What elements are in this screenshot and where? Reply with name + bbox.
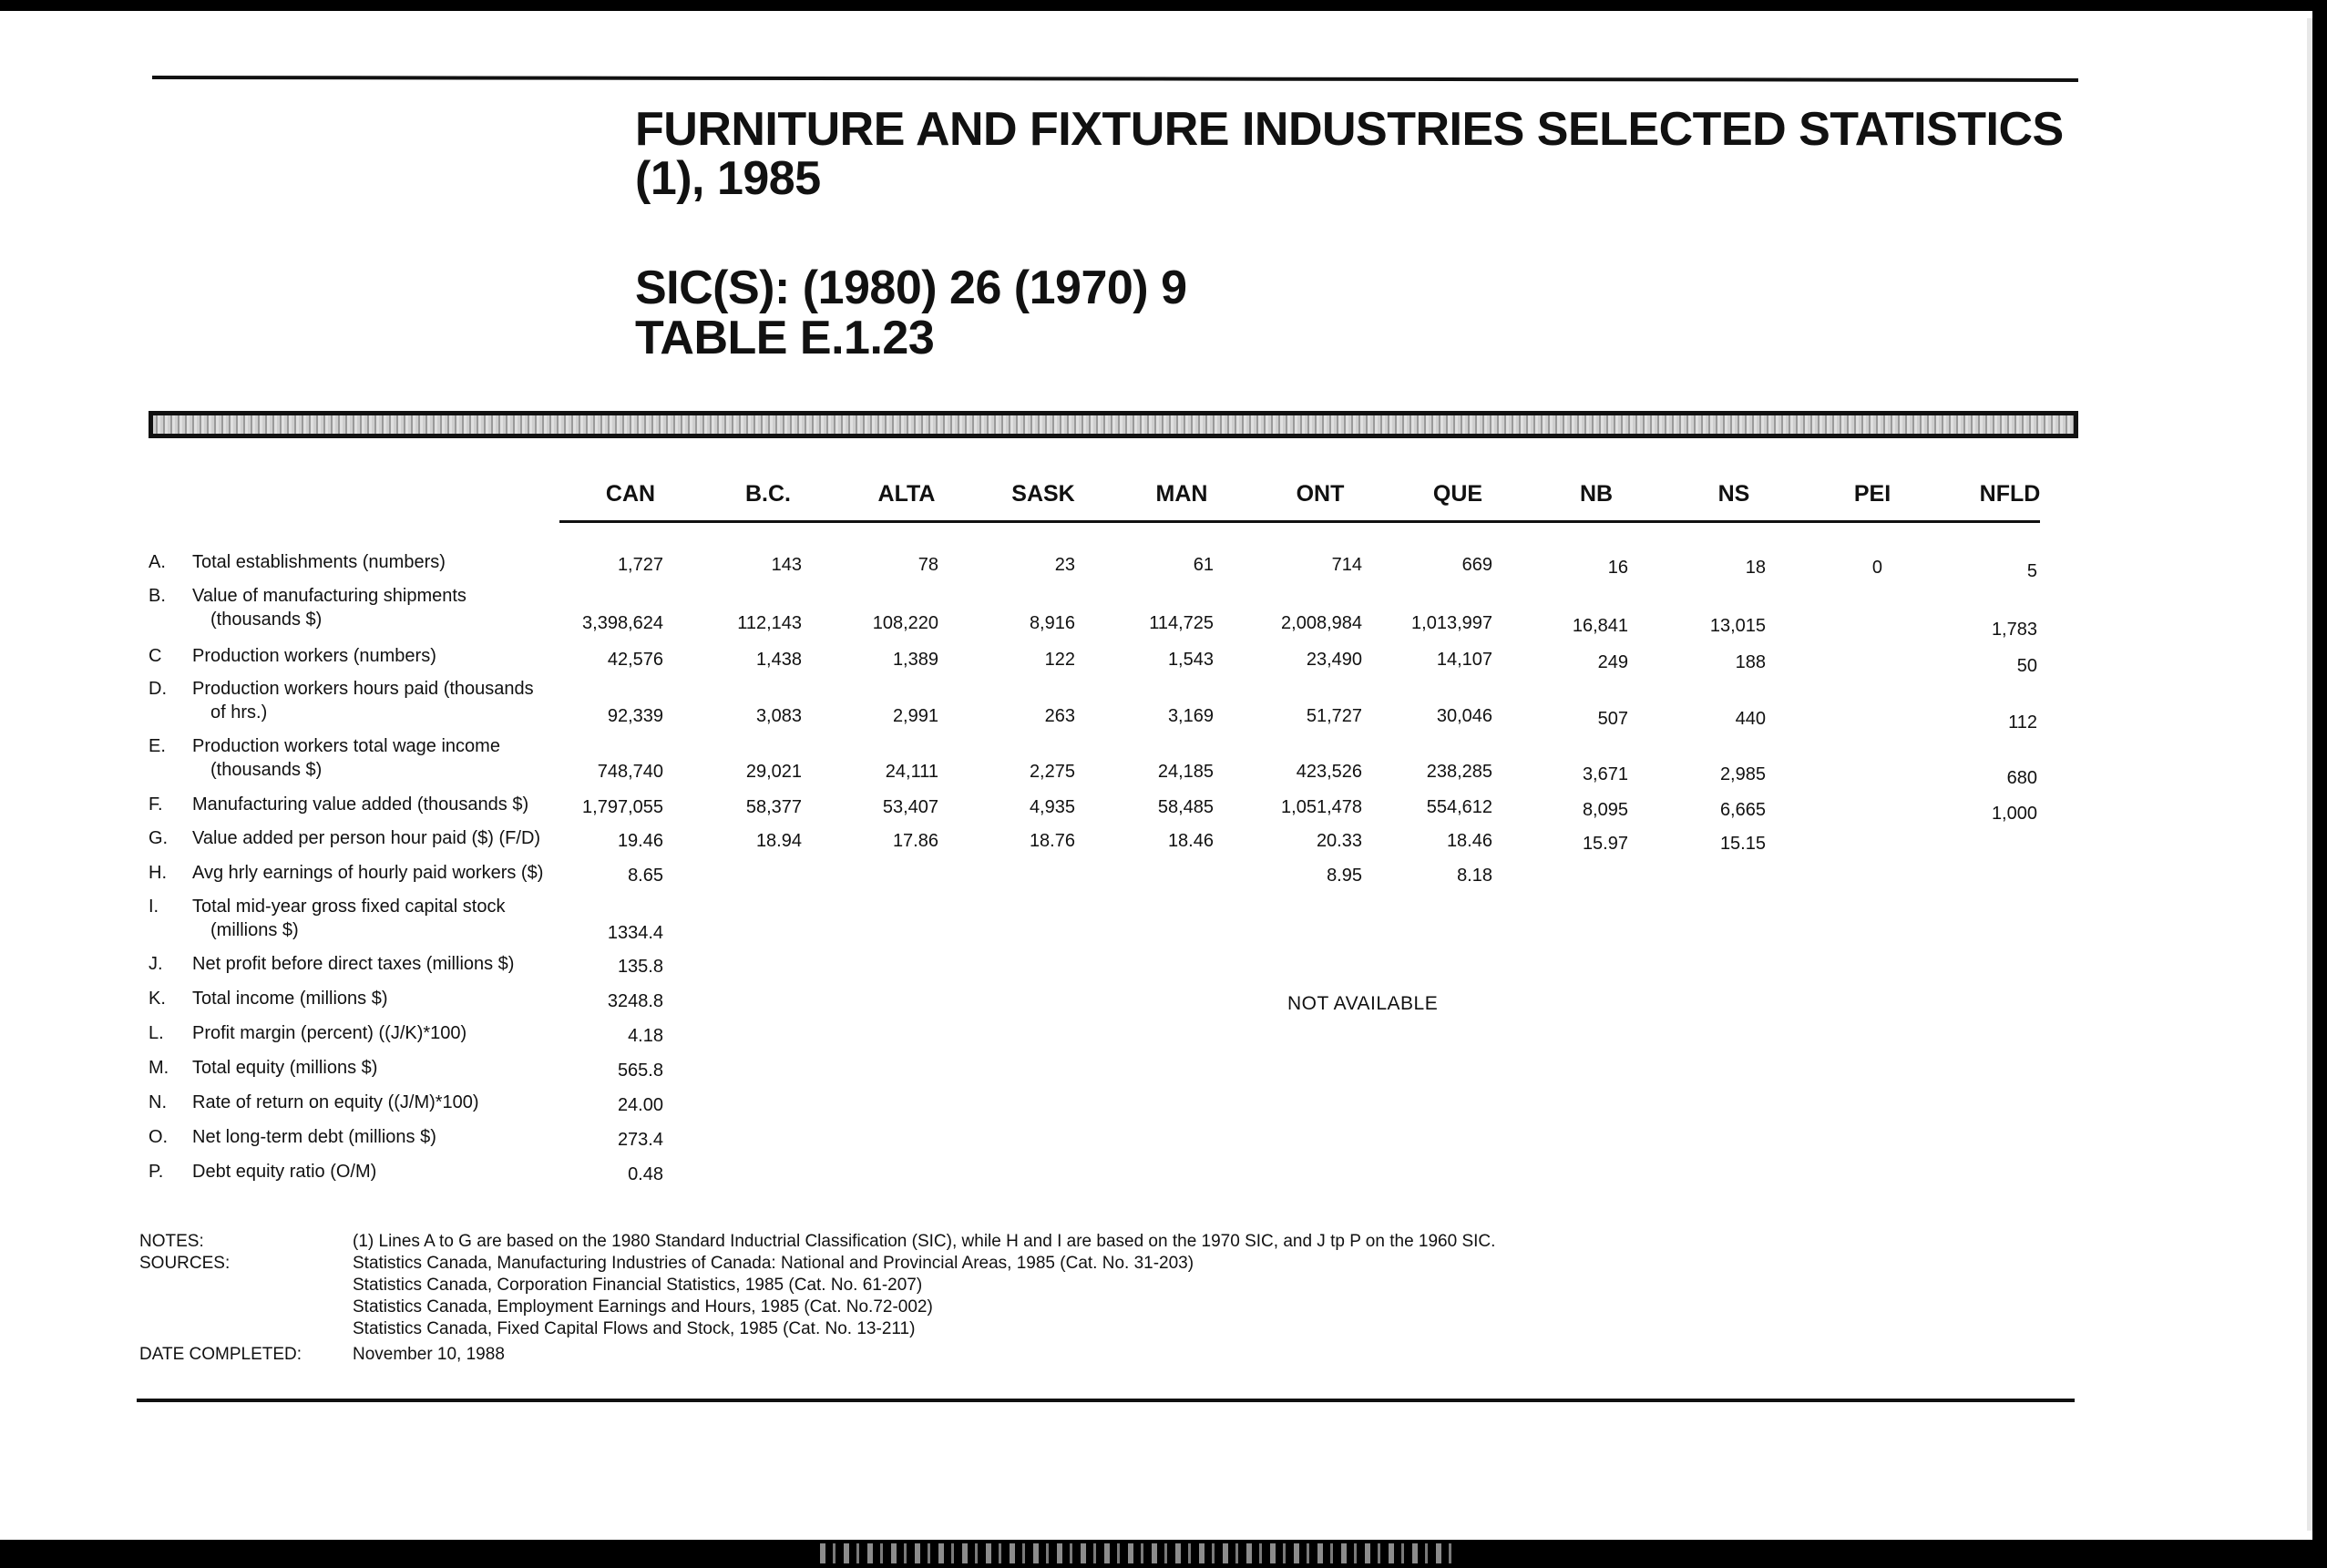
table-cell: 23,490 <box>1306 650 1362 670</box>
row-label-text: Profit margin (percent) ((J/K)*100) <box>192 1023 467 1043</box>
row-label <box>192 1125 436 1149</box>
table-cell: 50 <box>2016 656 2037 676</box>
row-label-subtext: (thousands $) <box>210 760 323 780</box>
table-cell: 24.00 <box>617 1095 663 1115</box>
source-line: Statistics Canada, Employment Earnings and Hours, 1985 (Cat. No.72-002) <box>353 1297 933 1317</box>
table-cell: 2,991 <box>892 706 938 726</box>
row-label-text: Value added per person hour paid ($) (F/D) <box>192 828 541 848</box>
row-label <box>192 987 388 1010</box>
table-cell: 4.18 <box>628 1026 663 1046</box>
table-cell: 114,725 <box>1149 613 1214 633</box>
table-cell: 92,339 <box>607 706 663 726</box>
table-cell: 18.76 <box>1029 831 1075 851</box>
row-label <box>192 793 528 816</box>
table-cell: 2,008,984 <box>1281 613 1362 633</box>
notes-label: NOTES: <box>139 1232 204 1251</box>
table-cell: 51,727 <box>1306 706 1362 726</box>
table-cell: 8.95 <box>1327 866 1362 886</box>
table-cell: 2,275 <box>1029 762 1075 782</box>
table-cell: 507 <box>1597 709 1628 729</box>
row-label-text: Production workers total wage income <box>192 736 500 756</box>
row-letter: A. <box>149 552 166 572</box>
row-label-text: Production workers hours paid (thousands <box>192 679 534 699</box>
row-label-text: Total equity (millions $) <box>192 1058 378 1078</box>
column-header: NB <box>1579 481 1614 507</box>
table-cell: 263 <box>1044 706 1075 726</box>
row-label-subtext: (millions $) <box>210 920 299 940</box>
sic-codes: SIC(S): (1980) 26 (1970) 9 <box>635 261 1187 314</box>
row-label-text: Total mid-year gross fixed capital stock <box>192 897 506 917</box>
table-cell: 18.94 <box>755 831 802 851</box>
source-line: Statistics Canada, Manufacturing Industries of Canada: National and Provincial Areas, 1985 (Cat. No. 31-203) <box>353 1254 1194 1273</box>
table-cell: 8.65 <box>628 866 663 886</box>
column-header: NFLD <box>1979 481 2041 507</box>
row-letter: D. <box>149 679 167 699</box>
table-cell: 238,285 <box>1426 762 1492 782</box>
table-cell: 1,783 <box>1991 620 2037 640</box>
row-label <box>192 550 446 574</box>
table-cell: 58,377 <box>745 797 802 817</box>
column-header: MAN <box>1155 481 1208 507</box>
table-cell: 3,398,624 <box>582 613 663 633</box>
column-header: CAN <box>605 481 656 507</box>
column-header: ONT <box>1296 481 1345 507</box>
row-letter: J. <box>149 954 163 974</box>
table-cell: 5 <box>2026 561 2037 581</box>
top-rule <box>152 76 2078 82</box>
row-label-text: Value of manufacturing shipments <box>192 586 466 606</box>
table-cell: 18 <box>1745 558 1766 578</box>
row-label-text: Manufacturing value added (thousands $) <box>192 794 529 815</box>
column-header: QUE <box>1432 481 1483 507</box>
table-cell: 1,438 <box>755 650 802 670</box>
table-cell: 78 <box>917 555 938 575</box>
row-label-subtext: (thousands $) <box>210 610 323 630</box>
row-label-text: Net long-term debt (millions $) <box>192 1127 436 1147</box>
row-letter: E. <box>149 736 166 756</box>
table-cell: 680 <box>2006 768 2037 788</box>
table-cell: 18.46 <box>1446 831 1492 851</box>
table-cell: 108,220 <box>872 613 938 633</box>
table-cell: 24,185 <box>1157 762 1214 782</box>
table-cell: 16,841 <box>1572 616 1628 636</box>
table-cell: 714 <box>1331 555 1362 575</box>
scan-bottom-noise <box>820 1543 1458 1563</box>
row-letter: I. <box>149 897 159 917</box>
table-cell: 1,051,478 <box>1281 797 1362 817</box>
table-cell: 143 <box>771 555 802 575</box>
row-label-text: Net profit before direct taxes (millions $) <box>192 954 515 974</box>
table-cell: 8,916 <box>1029 613 1075 633</box>
document-title: FURNITURE AND FIXTURE INDUSTRIES SELECTED STATISTICS <box>635 103 2064 156</box>
column-header: NS <box>1717 481 1750 507</box>
table-cell: 18.46 <box>1167 831 1214 851</box>
row-label <box>192 826 540 850</box>
row-label-text: Avg hrly earnings of hourly paid workers ($) <box>192 863 544 883</box>
shaded-divider-bar <box>149 411 2078 438</box>
table-cell: 16 <box>1607 558 1628 578</box>
row-letter: M. <box>149 1058 169 1078</box>
row-letter: B. <box>149 586 166 606</box>
row-label-text: Total income (millions $) <box>192 989 388 1009</box>
table-cell: 273.4 <box>617 1130 663 1150</box>
row-label <box>192 1056 377 1080</box>
column-header: PEI <box>1853 481 1891 507</box>
row-label <box>192 1091 479 1114</box>
table-cell: 112 <box>2008 712 2037 733</box>
column-header: ALTA <box>877 481 936 507</box>
table-cell: 42,576 <box>607 650 663 670</box>
scan-top-border <box>0 0 2327 11</box>
table-cell: 1,797,055 <box>582 797 663 817</box>
table-cell: 1,727 <box>617 555 663 575</box>
date-completed-label: DATE COMPLETED: <box>139 1345 302 1364</box>
table-cell: 20.33 <box>1316 831 1362 851</box>
scan-right-border <box>2312 0 2327 1568</box>
row-label-subtext: of hrs.) <box>210 702 268 723</box>
table-cell: 8,095 <box>1582 800 1628 820</box>
row-label <box>192 1021 466 1045</box>
table-cell: 748,740 <box>597 762 663 782</box>
table-cell: 0.48 <box>628 1164 663 1184</box>
header-rule <box>559 520 2040 523</box>
table-cell: 112,143 <box>737 613 802 633</box>
row-letter: L. <box>149 1023 164 1043</box>
not-available-note: NOT AVAILABLE <box>1287 993 1439 1014</box>
column-header: SASK <box>1011 481 1075 507</box>
document-title-year: (1), 1985 <box>635 152 821 205</box>
row-label-text: Rate of return on equity ((J/M)*100) <box>192 1092 479 1112</box>
table-cell: 29,021 <box>745 762 802 782</box>
source-line: Statistics Canada, Fixed Capital Flows and Stock, 1985 (Cat. No. 13-211) <box>353 1319 916 1338</box>
table-cell: 3,671 <box>1582 764 1628 784</box>
date-completed-value: November 10, 1988 <box>353 1345 505 1364</box>
table-cell: 24,111 <box>885 762 938 782</box>
table-cell: 19.46 <box>617 831 663 851</box>
table-cell: 13,015 <box>1709 616 1766 636</box>
table-cell: 17.86 <box>892 831 938 851</box>
table-cell: 669 <box>1461 555 1492 575</box>
table-cell: 0 <box>1871 558 1882 578</box>
row-letter: K. <box>149 989 166 1009</box>
row-letter: G. <box>149 828 169 848</box>
row-letter: H. <box>149 863 167 883</box>
table-cell: 1,013,997 <box>1411 613 1492 633</box>
table-cell: 3,169 <box>1167 706 1214 726</box>
table-cell: 3248.8 <box>607 991 663 1011</box>
table-cell: 135.8 <box>617 957 663 977</box>
row-letter: F. <box>149 794 163 815</box>
table-cell: 4,935 <box>1029 797 1075 817</box>
row-label <box>192 861 543 885</box>
row-letter: C <box>149 646 162 666</box>
table-cell: 3,083 <box>755 706 802 726</box>
row-label <box>192 895 505 942</box>
row-label <box>192 952 514 976</box>
row-label-text: Total establishments (numbers) <box>192 552 446 572</box>
table-cell: 2,985 <box>1719 764 1766 784</box>
table-cell: 8.18 <box>1457 866 1492 886</box>
row-letter: O. <box>149 1127 169 1147</box>
table-cell: 23 <box>1054 555 1075 575</box>
row-label <box>192 677 534 724</box>
table-cell: 188 <box>1735 652 1766 672</box>
row-label <box>192 644 436 668</box>
table-id: TABLE E.1.23 <box>635 312 935 364</box>
table-cell: 58,485 <box>1157 797 1214 817</box>
table-cell: 15.97 <box>1582 834 1628 854</box>
row-label <box>192 1160 376 1184</box>
row-label <box>192 734 500 782</box>
sources-label: SOURCES: <box>139 1254 231 1273</box>
table-cell: 30,046 <box>1436 706 1492 726</box>
table-cell: 15.15 <box>1719 834 1766 854</box>
table-cell: 423,526 <box>1296 762 1362 782</box>
table-cell: 1,389 <box>892 650 938 670</box>
table-cell: 554,612 <box>1426 797 1492 817</box>
row-label-text: Production workers (numbers) <box>192 646 436 666</box>
table-cell: 1334.4 <box>607 923 663 943</box>
table-cell: 14,107 <box>1436 650 1492 670</box>
row-letter: P. <box>149 1162 164 1182</box>
column-header: B.C. <box>745 481 791 507</box>
source-line: Statistics Canada, Corporation Financial Statistics, 1985 (Cat. No. 61-207) <box>353 1276 923 1295</box>
bottom-rule <box>137 1399 2075 1402</box>
notes-text: (1) Lines A to G are based on the 1980 Standard Inductrial Classification (SIC), while H and I are based on the 1970 SIC, and J tp P on the 1960 SIC. <box>353 1232 1496 1251</box>
table-cell: 61 <box>1193 555 1214 575</box>
row-label <box>192 584 466 631</box>
table-cell: 440 <box>1735 709 1766 729</box>
table-cell: 1,000 <box>1991 804 2037 824</box>
table-cell: 122 <box>1044 650 1075 670</box>
row-letter: N. <box>149 1092 167 1112</box>
table-cell: 1,543 <box>1167 650 1214 670</box>
table-cell: 565.8 <box>617 1061 663 1081</box>
table-cell: 249 <box>1597 652 1628 672</box>
table-cell: 53,407 <box>882 797 938 817</box>
row-label-text: Debt equity ratio (O/M) <box>192 1162 377 1182</box>
table-cell: 6,665 <box>1719 800 1766 820</box>
